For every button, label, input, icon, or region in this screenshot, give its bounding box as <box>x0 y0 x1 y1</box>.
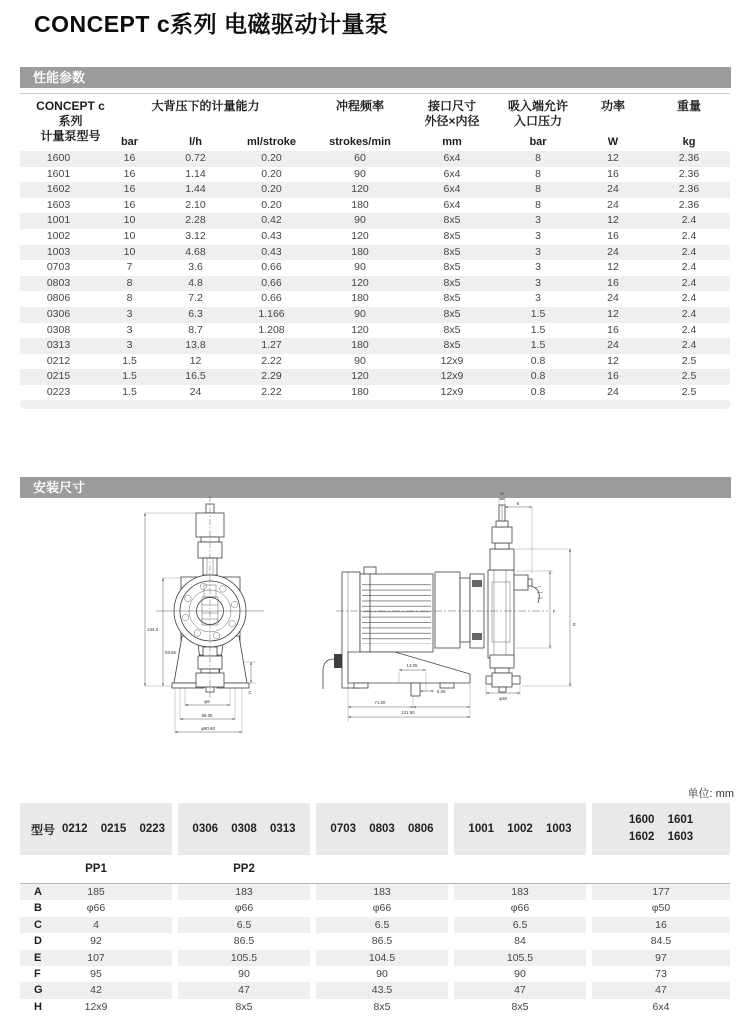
performance-cell: 60 <box>354 152 366 164</box>
performance-cell: 0.20 <box>261 198 282 211</box>
performance-cell: 0306 <box>46 307 71 320</box>
performance-cell: 180 <box>351 292 369 305</box>
performance-cell: 1.5 <box>530 323 546 336</box>
dim-front-foot: C <box>248 690 252 695</box>
dim-side-tube: H <box>500 491 504 496</box>
performance-cell: 2.4 <box>681 307 697 320</box>
performance-row-1601 <box>20 167 730 183</box>
dimension-cell: 90 <box>376 967 388 980</box>
performance-cell: 2.36 <box>678 183 700 196</box>
performance-cell: 2.4 <box>681 292 697 305</box>
performance-cell: 0.66 <box>261 276 282 289</box>
performance-cell: 7 <box>126 261 133 274</box>
performance-cell: 10 <box>123 214 136 227</box>
performance-cell: 3 <box>535 214 541 227</box>
performance-cell: 2.4 <box>681 339 697 352</box>
dimension-row-D <box>20 933 730 949</box>
performance-cell: 1602 <box>46 183 71 196</box>
performance-cell: 24 <box>607 339 619 352</box>
connection-label-line2: 外径×内径 <box>424 114 480 128</box>
power-label: 功率 <box>600 99 625 113</box>
performance-cell: 8x5 <box>443 261 461 274</box>
performance-cell: 1.5 <box>530 339 546 352</box>
performance-cell: 12 <box>607 214 619 227</box>
dimension-cell: 90 <box>514 967 526 980</box>
dim-front-base-width: 88.05 <box>201 713 213 718</box>
performance-row-0806 <box>20 291 730 307</box>
performance-row-1600 <box>20 151 730 167</box>
dimension-row-H <box>20 999 730 1015</box>
performance-cell: 8x5 <box>443 276 461 289</box>
performance-cell: 24 <box>607 245 619 258</box>
unit-cell: ml/stroke <box>247 136 296 148</box>
performance-cell: 24 <box>607 385 619 398</box>
performance-cell: 0.42 <box>261 214 282 227</box>
performance-cell: 1603 <box>46 198 71 211</box>
performance-cell: 0.20 <box>261 167 282 180</box>
performance-cell: 3 <box>126 323 133 336</box>
performance-cell: 8x5 <box>443 245 461 258</box>
dim-side-overall-length: 121.50 <box>401 710 415 715</box>
performance-cell: 0.66 <box>261 261 282 274</box>
performance-cell: 24 <box>607 183 619 196</box>
performance-cell: 0.66 <box>261 292 282 305</box>
dimension-cell: 104.5 <box>316 950 448 966</box>
performance-row-0223 <box>20 385 730 401</box>
performance-cell: 0313 <box>46 339 71 352</box>
performance-row-1001 <box>20 213 730 229</box>
dimension-cell: 8x5 <box>235 1000 253 1013</box>
performance-cell: 8x5 <box>443 339 461 352</box>
performance-cell: 12 <box>189 354 202 367</box>
performance-row-1003 <box>20 245 730 261</box>
dimension-cell: 6.5 <box>454 917 586 933</box>
page-title: CONCEPT c系列 电磁驱动计量泵 <box>34 11 389 37</box>
dimension-cell: 6x4 <box>652 1000 670 1013</box>
performance-cell: 1001 <box>46 214 71 227</box>
dimension-row-label: B <box>34 902 42 915</box>
performance-cell: 90 <box>354 214 366 227</box>
connection-label-line1: 接口尺寸 <box>427 99 476 113</box>
dimension-cell: G 42 <box>20 982 172 998</box>
dimension-cell: φ66 <box>510 902 530 915</box>
performance-cell: 16 <box>607 323 619 336</box>
performance-cell: 3 <box>126 339 133 352</box>
performance-cell: 1.166 <box>258 307 285 320</box>
performance-cell: 180 <box>351 385 369 398</box>
dimension-row-label: G <box>34 984 43 997</box>
dimension-cell: 6.5 <box>178 917 310 933</box>
performance-cell: 180 <box>351 245 369 258</box>
performance-cell: 6x4 <box>443 183 461 196</box>
performance-cell: 12 <box>607 354 619 367</box>
performance-cell: 1003 <box>46 245 71 258</box>
performance-cell: 0803 <box>46 276 71 289</box>
unit-note: 单位: mm <box>687 788 734 800</box>
performance-table <box>20 93 730 401</box>
unit-cell: kg <box>682 136 696 148</box>
dim-side-base-length: 71.00 <box>374 700 386 705</box>
weight-label: 重量 <box>676 99 701 113</box>
performance-cell: 2.4 <box>681 276 697 289</box>
front-view <box>145 496 264 733</box>
performance-cell: 1.44 <box>185 183 206 196</box>
side-view <box>323 491 576 722</box>
material-label-empty <box>592 856 730 882</box>
performance-cell: 16 <box>607 370 619 383</box>
model-group-cell <box>20 803 172 855</box>
performance-cell: 1.208 <box>258 323 285 336</box>
performance-cell: 2.36 <box>678 152 700 164</box>
dimension-cell: 177 <box>592 884 730 900</box>
col-header-model-line1: CONCEPT c系列 <box>36 99 105 128</box>
dimension-cell: 84.5 <box>650 935 672 948</box>
performance-cell: 12 <box>607 307 619 320</box>
performance-cell: 8x5 <box>443 229 461 242</box>
performance-row-0703 <box>20 260 730 276</box>
performance-cell: 90 <box>354 261 366 274</box>
performance-cell: 3.12 <box>185 229 206 242</box>
performance-cell: 120 <box>351 183 369 196</box>
performance-cell: 120 <box>351 229 369 242</box>
col-header-model-line2: 计量泵型号 <box>40 129 101 143</box>
performance-cell: 0212 <box>46 354 71 367</box>
performance-cell: 3 <box>535 229 541 242</box>
performance-cell: 120 <box>351 323 369 336</box>
performance-cell: 12x9 <box>440 385 464 398</box>
performance-cell: 0308 <box>46 323 71 336</box>
performance-cell: 1.14 <box>185 167 206 180</box>
performance-cell: 0703 <box>46 261 71 274</box>
performance-cell: 16 <box>123 167 136 180</box>
dim-side-overall-span: E <box>573 622 576 627</box>
dimension-cell: 8x5 <box>511 1000 529 1013</box>
material-label-pp2: PP2 <box>233 863 255 875</box>
performance-cell: 2.22 <box>261 354 282 367</box>
performance-cell: 1.5 <box>122 354 137 367</box>
dimension-row-label: C <box>34 918 42 931</box>
dimension-row-A <box>20 884 730 900</box>
dimension-row-label: H <box>34 1000 42 1013</box>
performance-cell: 2.36 <box>678 198 700 211</box>
performance-cell: 0215 <box>46 370 71 383</box>
performance-row-0306 <box>20 307 730 323</box>
performance-cell: 8.7 <box>188 323 203 336</box>
performance-cell: 3.6 <box>188 261 203 274</box>
performance-cell: 2.4 <box>681 214 697 227</box>
performance-table-rows <box>20 151 730 401</box>
dimension-row-F <box>20 966 730 982</box>
model-group-cell <box>592 803 730 855</box>
performance-cell: 12x9 <box>440 354 464 367</box>
dimension-row-label: D <box>34 935 42 948</box>
performance-cell: 4.8 <box>188 276 203 289</box>
performance-cell: 24 <box>189 385 202 398</box>
performance-cell: 8 <box>535 183 541 196</box>
performance-cell: 2.36 <box>678 167 700 180</box>
unit-cell: l/h <box>189 136 202 148</box>
performance-cell: 6.3 <box>188 307 203 320</box>
performance-cell: 1002 <box>46 229 71 242</box>
suction-label-line2: 入口压力 <box>513 114 562 128</box>
performance-row-1002 <box>20 229 730 245</box>
dim-front-bolt-circle: φ8 <box>204 699 210 704</box>
performance-cell: 2.4 <box>681 261 697 274</box>
col-header-model <box>32 99 109 144</box>
model-group-2: 0306 0308 0313 <box>192 823 296 835</box>
clip <box>472 633 482 640</box>
dimension-cell: 97 <box>592 950 730 966</box>
performance-cell: 2.28 <box>185 214 206 227</box>
performance-cell: 120 <box>351 370 369 383</box>
dimension-cell: C 4 <box>20 917 172 933</box>
installation-drawing <box>0 490 750 785</box>
performance-row-0803 <box>20 276 730 292</box>
performance-cell: 90 <box>354 307 366 320</box>
performance-cell: 120 <box>351 276 369 289</box>
dim-front-flange-height: 93.65 <box>165 650 176 655</box>
performance-cell: 16.5 <box>185 370 206 383</box>
dimension-cell: A 185 <box>20 884 172 900</box>
dimension-cell: 105.5 <box>454 950 586 966</box>
dimension-cell: D 92 <box>20 933 172 949</box>
performance-cell: 2.4 <box>681 245 697 258</box>
material-row <box>20 856 730 882</box>
performance-cell: 16 <box>607 229 619 242</box>
dimension-cell: φ50 <box>651 902 671 915</box>
performance-cell: 4.68 <box>185 245 206 258</box>
stroke-frequency-label: 冲程频率 <box>335 99 384 113</box>
dimension-row-label: A <box>34 886 42 898</box>
performance-cell: 0223 <box>46 385 71 398</box>
dimension-cell: E 107 <box>20 950 172 966</box>
model-group-cell <box>454 803 586 855</box>
performance-cell: 8 <box>126 292 133 305</box>
model-group-4: 1001 1002 1003 <box>468 823 572 835</box>
performance-cell: 90 <box>354 354 366 367</box>
performance-cell: 3 <box>535 245 541 258</box>
performance-cell: 16 <box>607 167 619 180</box>
performance-cell: 2.4 <box>681 323 697 336</box>
performance-cell: 1600 <box>46 152 71 164</box>
performance-cell: 0.20 <box>261 152 282 164</box>
dimension-row-B <box>20 900 730 916</box>
unit-cell: bar <box>529 136 547 148</box>
dimension-cell: 43.5 <box>316 982 448 998</box>
performance-cell: 2.4 <box>681 229 697 242</box>
performance-cell: 24 <box>607 292 619 305</box>
dimension-cell: 47 <box>454 982 586 998</box>
performance-row-0212 <box>20 354 730 370</box>
performance-cell: 1601 <box>46 167 71 180</box>
dimension-cell: 47 <box>178 982 310 998</box>
material-label-empty <box>316 856 448 882</box>
performance-row-0215 <box>20 369 730 385</box>
performance-cell: 16 <box>607 276 619 289</box>
performance-cell: 3 <box>535 261 541 274</box>
dimension-cell: φ66 <box>372 902 392 915</box>
model-group-1: 0212 0215 0223 <box>61 823 166 835</box>
model-group-5-line2: 1602 1603 <box>628 831 694 843</box>
dimension-cell: H 12x9 <box>20 999 172 1015</box>
performance-cell: 1.5 <box>530 307 546 320</box>
performance-cell: 8x5 <box>443 323 461 336</box>
performance-cell: 6x4 <box>443 198 461 211</box>
dimension-cell: 86.5 <box>371 935 393 948</box>
dimension-cell: 6.5 <box>316 917 448 933</box>
model-group-5-line1: 1600 1601 <box>628 813 694 826</box>
dimension-cell: B φ66 <box>20 900 172 916</box>
performance-row-1602 <box>20 182 730 198</box>
performance-cell: 0.8 <box>530 370 546 383</box>
dim-side-stud-offset: 5.06 <box>437 689 446 694</box>
performance-table-footer-strip <box>20 400 730 409</box>
performance-cell: 16 <box>123 183 136 196</box>
performance-table-units-row <box>20 133 730 151</box>
dimension-cell: φ66 <box>234 902 254 915</box>
dimension-cell: 183 <box>454 884 586 900</box>
dimension-cell: 84 <box>514 935 526 948</box>
performance-row-0308 <box>20 323 730 339</box>
performance-cell: 1.5 <box>122 385 137 398</box>
performance-cell: 12 <box>607 261 619 274</box>
material-label-pp1: PP1 <box>85 863 107 875</box>
performance-cell: 1.5 <box>122 370 137 383</box>
dimension-cell: 105.5 <box>178 950 310 966</box>
performance-cell: 8x5 <box>443 292 461 305</box>
dimension-cell: 47 <box>592 982 730 998</box>
unit-cell: strokes/min <box>329 136 391 148</box>
section-header-installation: 安装尺寸 <box>20 477 731 498</box>
dimension-row-label: F <box>34 967 41 980</box>
performance-row-1603 <box>20 198 730 214</box>
performance-cell: 8 <box>535 152 541 164</box>
dimension-cell: 90 <box>238 967 250 980</box>
clip <box>472 580 482 587</box>
performance-cell: 2.22 <box>261 385 282 398</box>
dimension-cell: 16 <box>592 917 730 933</box>
performance-cell: 24 <box>607 198 619 211</box>
dimension-cell: 86.5 <box>233 935 255 948</box>
performance-cell: 3 <box>535 276 541 289</box>
performance-cell: 0806 <box>46 292 71 305</box>
dimension-cell: 73 <box>655 967 667 980</box>
performance-cell: 12x9 <box>440 370 464 383</box>
model-group-cell <box>316 803 448 855</box>
performance-cell: 12 <box>607 152 619 164</box>
dim-front-outer-dia: φ90.60 <box>201 726 215 731</box>
performance-cell: 0.8 <box>530 354 546 367</box>
performance-cell: 0.20 <box>261 183 282 196</box>
performance-cell: 1.27 <box>261 339 282 352</box>
dimension-row-E <box>20 950 730 966</box>
dim-front-overall-height: 134.3 <box>147 627 158 632</box>
performance-cell: 3 <box>535 292 541 305</box>
performance-cell: 8 <box>535 198 541 211</box>
performance-cell: 0.43 <box>261 229 282 242</box>
performance-cell: 180 <box>351 198 369 211</box>
performance-cell: 2.10 <box>185 198 206 211</box>
dim-side-head-span: F <box>553 609 556 614</box>
material-label-empty <box>454 856 586 882</box>
performance-cell: 7.2 <box>188 292 203 305</box>
unit-cell: bar <box>120 136 139 148</box>
capacity-group-label: 大背压下的计量能力 <box>151 99 260 113</box>
performance-cell: 8x5 <box>443 214 461 227</box>
model-group-3: 0703 0803 0806 <box>330 823 434 835</box>
performance-cell: 2.5 <box>681 385 697 398</box>
performance-cell: 3 <box>126 307 133 320</box>
performance-row-0313 <box>20 338 730 354</box>
performance-cell: 6x4 <box>443 167 461 180</box>
unit-cell: mm <box>442 136 462 148</box>
dimension-row-G <box>20 982 730 998</box>
performance-cell: 2.5 <box>681 354 697 367</box>
performance-cell: 0.72 <box>185 152 206 164</box>
dimension-row-label: E <box>34 951 42 964</box>
performance-cell: 8 <box>126 276 133 289</box>
dim-side-fitting-dia: φ28 <box>499 696 507 701</box>
section-header-performance: 性能参数 <box>20 67 731 88</box>
model-group-cell <box>178 803 310 855</box>
dim-side-tube-offset: 6 <box>516 501 520 506</box>
performance-cell: 2.29 <box>261 370 282 383</box>
performance-cell: 16 <box>123 198 136 211</box>
unit-cell: W <box>607 136 619 148</box>
performance-cell: 2.5 <box>681 370 697 383</box>
performance-cell: 180 <box>351 339 369 352</box>
suction-label-line1: 吸入端允许 <box>507 99 568 113</box>
dimension-cell: F 95 <box>20 966 172 982</box>
performance-cell: 6x4 <box>443 152 461 164</box>
dimension-cell: 183 <box>316 884 448 900</box>
performance-cell: 13.8 <box>185 339 206 352</box>
dimension-table-body <box>20 883 730 1015</box>
dimension-table-header <box>20 803 730 855</box>
performance-cell: 8 <box>535 167 541 180</box>
performance-cell: 10 <box>123 245 136 258</box>
dimension-cell: 183 <box>178 884 310 900</box>
model-label: 型号 <box>31 822 56 837</box>
performance-cell: 10 <box>123 229 136 242</box>
performance-cell: 8x5 <box>443 307 461 320</box>
performance-cell: 90 <box>354 167 366 180</box>
dimension-cell: 8x5 <box>373 1000 391 1013</box>
dimension-row-C <box>20 917 730 933</box>
performance-cell: 16 <box>123 152 136 164</box>
performance-cell: 0.8 <box>530 385 546 398</box>
performance-cell: 0.43 <box>261 245 282 258</box>
dim-side-stud-span: 13.05 <box>406 663 418 668</box>
